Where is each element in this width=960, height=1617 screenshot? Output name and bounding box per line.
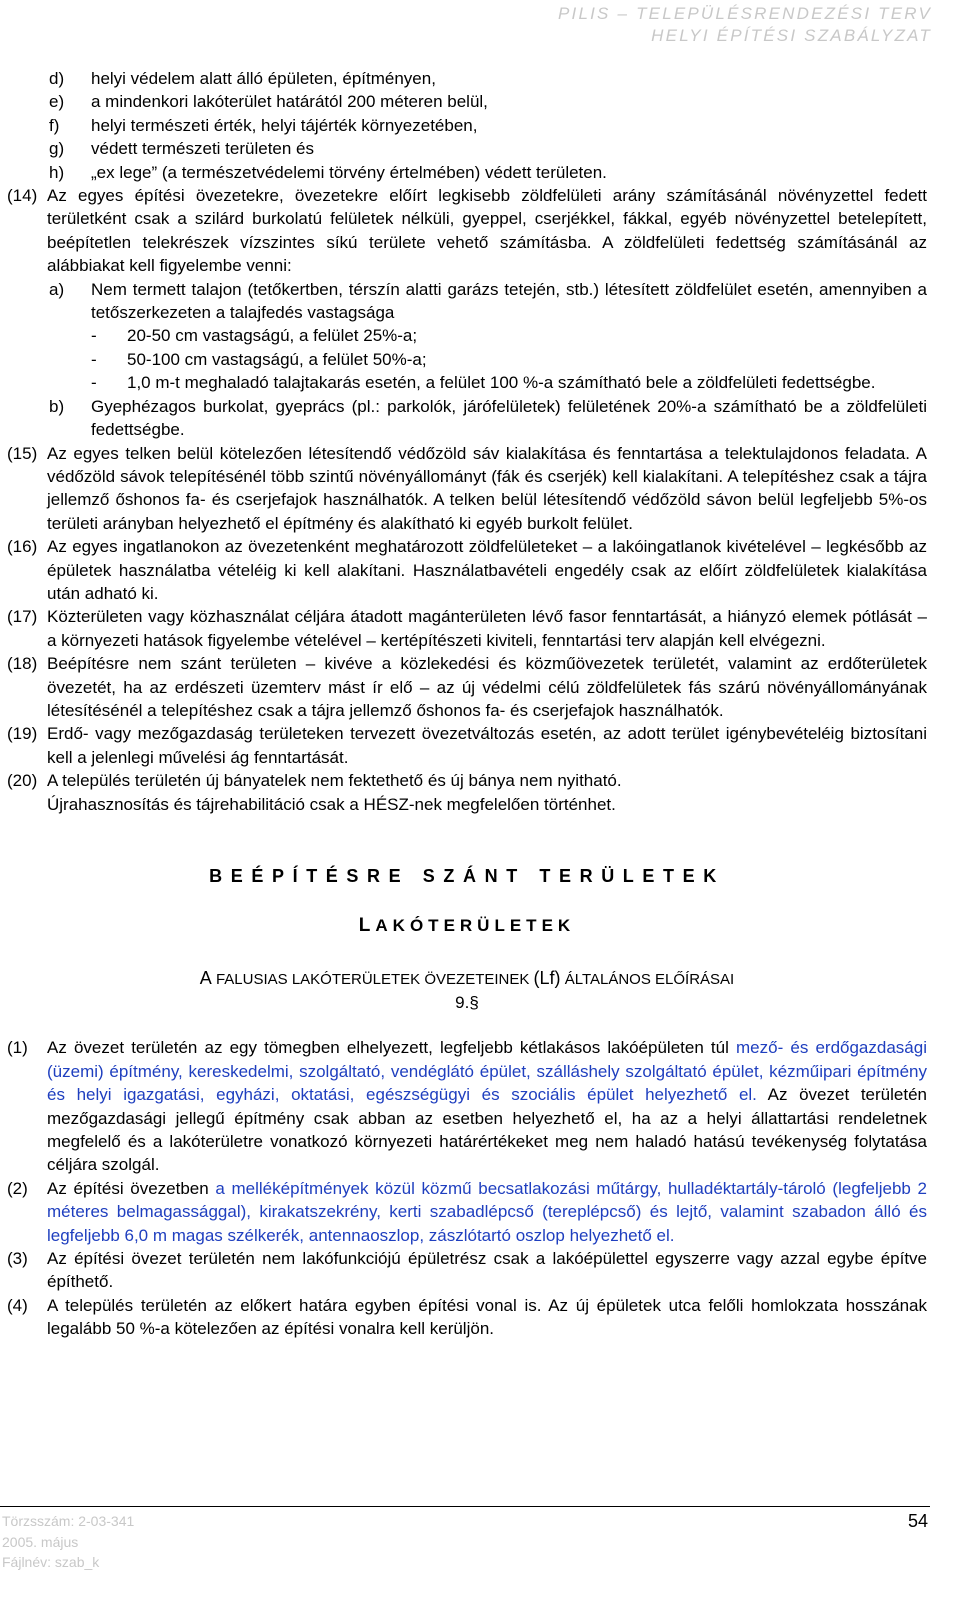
paragraph-number: (18) [7,654,38,674]
list-label: d) [49,69,65,88]
list-text: „ex lege” (a természetvédelemi törvény értelmében) védett területen. [91,162,607,182]
paragraph-text: Az egyes ingatlanokon az övezetenként meghatározott zöldfelületeket – a lakóingatlanok kivételével – legkésőbb az épületek használatba vételéig ki kell alakítani. Használatbavételi engedély csak az előírt zöldfelületek kialakítása után adható ki. [47,537,927,603]
dash-bullet: - [91,349,97,369]
list-text: védett természeti területen és [91,139,315,159]
list-item [7,90,927,113]
paragraph-14 [7,184,927,278]
running-header-subtitle: HELYI ÉPÍTÉSI SZABÁLYZAT [651,26,932,45]
section9-item-2 [7,1177,927,1247]
paragraph-16 [7,535,927,605]
section9-item-3 [7,1247,927,1294]
subsection-title: LAKÓTERÜLETEK [358,915,576,936]
footer-filename: Fájlnév: szab_k [2,1554,100,1570]
paragraph-text-highlight: a melléképítmények közül közmű becsatlakozási műtárgy, hulladéktartály-tároló (legfeljebb 2 méteres belmagassággal), kirakatszekrény, kerti szabadlépcső (tereplépcső) és lejtő, valamint szabadon álló és legfeljebb 6,0 m magas szélkerék, antennaoszlop, zászlótartó oszlop helyezhető el. [47,1178,927,1245]
paragraph-text: Az övezet területén az egy tömegben elhelyezett, legfeljebb kétlakásos lakóépületen túl [47,1038,736,1058]
paragraph-text: Erdő- vagy mezőgazdaság területeken tervezett övezetváltozás esetén, az adott terület igénybevételéig biztosítani kell a jelenlegi művelési ág fenntartását. [47,724,927,767]
footer-meta [2,1511,134,1573]
paragraph-number: (15) [7,443,38,463]
list-item [7,114,927,137]
paragraph-19 [7,722,927,769]
paragraph-number: (16) [7,537,38,557]
sub-text: Gyephézagos burkolat, gyeprács (pl.: parkolók, járófelületek) felületének 20%-a számítható be a zöldfelületi fedettségbe. [91,396,927,440]
sub-label: b) [49,396,65,416]
paragraph-number: (17) [7,607,38,627]
paragraph-text-line: A település területén új bányatelek nem fektethető és új bánya nem nyitható. [47,771,622,791]
list-item [7,67,927,90]
dash-text: 1,0 m-t meghaladó talajtakarás esetén, a felület 100 %-a számítható bele a zöldfelületi fedettségbe. [127,373,876,393]
dash-item [91,348,927,371]
sub-item-b [7,395,927,442]
sub-text: Nem termett talajon (tetőkertben, térszín alatti garázs tetején, stb.) létesített zöldfelület esetén, amennyiben a tetőszerkezeten a talajfedés vastagsága [91,279,927,323]
section9-item-1 [7,1036,927,1176]
list-label: h) [49,162,65,182]
list-item [7,161,927,184]
paragraph-text: Az egyes építési övezetekre, övezetekre előírt legkisebb zöldfelületi arány számításánál növényzettel fedett területként csak a szilárd burkolatú felületek nélküli, gyeppel, cserjékkel, fákkal, egyéb növényzettel betelepített, beépítetlen telekrészek vízszintes síkú területe vehető számításba. A zöldfelületi fedettség számításánál az alábbiakat kell figyelembe venni: [47,186,927,276]
paragraph-text: Az építési övezetben [47,1178,216,1198]
paragraph-number: (2) [7,1178,28,1198]
list-label: e) [49,92,65,112]
dash-text: 20-50 cm vastagságú, a felület 25%-a; [127,326,418,346]
paragraph-text-line: Újrahasznosítás és tájrehabilitáció csak a HÉSZ-nek megfelelően történhet. [47,794,616,814]
list-label: f) [49,115,60,135]
dash-item [91,324,927,347]
running-header-title: PILIS – TELEPÜLÉSRENDEZÉSI TERV [558,4,932,23]
page-number: 54 [907,1511,928,1531]
paragraph-text-highlight: mező- és erdőgazdasági (üzemi) építmény, kereskedelmi, szolgáltató, vendéglátó épület, szálláshely szolgáltató épület, kézműipari építmény és helyi igazgatási, egyházi, oktatási, egészségügyi és szociális épület helyezhető el. [47,1038,927,1105]
list-text: helyi természeti érték, helyi tájérték környezetében, [91,115,478,135]
paragraph-18 [7,652,927,722]
paragraph-15 [7,442,927,536]
paragraph-number: (4) [7,1295,28,1315]
paragraph-17 [7,605,927,652]
section9-item-4 [7,1294,927,1341]
dash-item [91,371,927,394]
list-text: helyi védelem alatt álló épületen, építményen, [91,69,436,88]
paragraph-sign: 9.§ [455,993,479,1013]
section-title: BEÉPÍTÉSRE SZÁNT TERÜLETEK [209,866,725,886]
paragraph-text: Az építési övezet területén nem lakófunkciójú épületrész csak a lakóépülettel egyszerre vagy azzal egybe építve építhető. [47,1249,927,1292]
chapter-heading: A FALUSIAS LAKÓTERÜLETEK ÖVEZETEINEK (Lf) ÁLTALÁNOS ELŐÍRÁSAI [199,968,735,989]
paragraph-number: (19) [7,724,38,744]
footer-reg-number: Törzsszám: 2-03-341 [2,1513,135,1529]
paragraph-number: (1) [7,1038,28,1058]
sub-item-a [7,278,927,325]
paragraph-number: (20) [7,771,38,791]
list-text: a mindenkori lakóterület határától 200 méteren belül, [91,92,488,112]
paragraph-20 [7,769,927,816]
footer-divider [0,1506,930,1507]
paragraph-text: Az övezet területén mezőgazdasági jellegű építmény csak abban az esetben helyezhető el, ha az a helyi állattartási rendeletnek megfelelő és a lakóterületre vonatkozó környezeti határértékeket meg nem haladó hatású tevékenység folytatása céljára szolgál. [47,1085,927,1175]
paragraph-number: (3) [7,1249,28,1269]
paragraph-text: Beépítésre nem szánt területen – kivéve a közlekedési és közműövezetek területét, valamint az erdőterületek övezetét, ha az erdészeti üzemterv mást ír elő – az új védelmi célú zöldfelületek fás szárú növényállományának létesítésénél a telepítéshez csak a tájra jellemző őshonos fa- és cserjefajok használhatók. [47,654,927,720]
list-item [7,137,927,160]
paragraph-text: Az egyes telken belül kötelezően létesítendő védőzöld sáv kialakítása és fenntartása a telektulajdonos feladata. A védőzöld sávok telepítésénél több szintű növényállományt (fák és cserjék) kell kialakítani. A telepítéshez csak a tájra jellemző őshonos fa- és cserjefajok használhatók. A telken belül létesítendő védőzöld sávon belül legfeljebb 5%-os területi arányban helyezhető el építmény és alakítható ki egyéb burkolt felület. [47,443,927,533]
dash-text: 50-100 cm vastagságú, a felület 50%-a; [127,349,427,369]
paragraph-text: A település területén az előkert határa egyben építési vonal is. Az új épületek utca felőli homlokzata hosszának legalább 50 %-a kötelezően az építési vonalra kell kerüljön. [47,1295,927,1339]
sub-label: a) [49,279,65,299]
list-label: g) [49,139,65,159]
paragraph-number: (14) [7,186,38,206]
document-body [7,67,927,1341]
dash-bullet: - [91,326,97,346]
dash-bullet: - [91,373,97,393]
paragraph-text: Közterületen vagy közhasználat céljára átadott magánterületen lévő fasor fenntartását, a hiányzó elemek pótlását – a környezeti hatások figyelembe vételével – kertépítészeti kiviteli, fenntartási terv alapján kell elvégezni. [47,607,927,650]
footer-date: 2005. május [2,1533,79,1550]
